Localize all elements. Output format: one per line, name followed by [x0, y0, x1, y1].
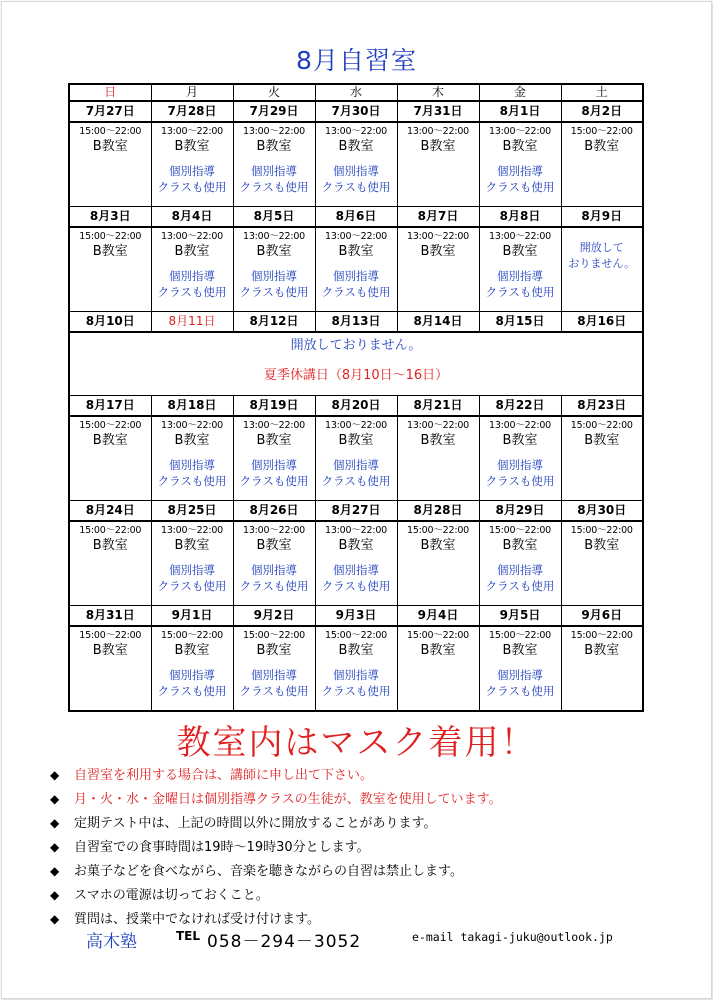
date-cell: 8月27日 [315, 501, 397, 522]
shared-use-note [234, 163, 315, 195]
room-name: B教室 [174, 538, 210, 553]
date-cell: 7月31日 [397, 101, 479, 122]
diamond-bullet-icon: ◆ [50, 888, 60, 902]
room-name: B教室 [502, 538, 538, 553]
date-cell: 8月19日 [233, 396, 315, 417]
note-line: 個別指導 [333, 563, 379, 577]
date-cell: 8月28日 [397, 501, 479, 522]
open-hours: 13:00～22:00 [488, 126, 552, 137]
date-cell: 9月5日 [479, 606, 561, 627]
weekday-header: 火 [233, 84, 315, 101]
room-name: B教室 [92, 244, 128, 259]
open-hours: 15:00～22:00 [570, 525, 633, 536]
open-hours: 15:00～22:00 [488, 525, 552, 536]
schedule-cell [479, 626, 561, 711]
date-cell: 8月25日 [151, 501, 233, 522]
room-name: B教室 [256, 643, 292, 658]
date-cell: 7月27日 [69, 101, 151, 122]
school-name: 高木塾 [86, 932, 137, 952]
shared-use-note [152, 268, 233, 300]
date-cell: 8月12日 [233, 312, 315, 333]
date-cell: 8月29日 [479, 501, 561, 522]
open-hours: 13:00～22:00 [160, 231, 224, 242]
shared-use-note [480, 163, 561, 195]
open-hours: 13:00～22:00 [324, 525, 388, 536]
schedule-cell [397, 122, 479, 207]
shared-use-note [234, 562, 315, 594]
date-row [69, 396, 643, 417]
open-hours: 13:00～22:00 [324, 231, 388, 242]
schedule-cell [233, 227, 315, 312]
note-line: 個別指導 [333, 164, 379, 178]
schedule-cell [561, 626, 643, 711]
date-cell: 8月1日 [479, 101, 561, 122]
schedule-cell [397, 227, 479, 312]
date-cell: 8月4日 [151, 207, 233, 228]
date-cell: 8月15日 [479, 312, 561, 333]
shared-use-note [234, 667, 315, 699]
open-hours: 15:00～22:00 [79, 126, 142, 137]
open-hours: 13:00～22:00 [160, 525, 224, 536]
shared-use-note [234, 268, 315, 300]
note-line: 個別指導 [497, 668, 543, 682]
note-line: クラスも使用 [239, 180, 309, 194]
tel-label: TEL [176, 929, 201, 943]
schedule-row [69, 122, 643, 207]
shared-use-note [316, 667, 397, 699]
open-hours: 13:00～22:00 [406, 126, 470, 137]
schedule-cell [233, 122, 315, 207]
note-line: 個別指導 [169, 458, 215, 472]
schedule-cell [479, 227, 561, 312]
rule-text: お菓子などを食べながら、音楽を聴きながらの自習は禁止します。 [74, 864, 463, 879]
room-name: B教室 [584, 433, 620, 448]
schedule-row [69, 521, 643, 606]
note-line: 個別指導 [497, 269, 543, 283]
open-hours: 15:00～22:00 [570, 630, 633, 641]
note-line: クラスも使用 [485, 180, 555, 194]
diamond-bullet-icon: ◆ [50, 768, 60, 782]
open-hours: 13:00～22:00 [406, 231, 470, 242]
open-hours: 13:00～22:00 [242, 231, 306, 242]
rule-item [50, 763, 670, 787]
schedule-cell [69, 521, 151, 606]
date-cell: 8月18日 [151, 396, 233, 417]
schedule-cell [315, 227, 397, 312]
date-cell: 8月9日 [561, 207, 643, 228]
open-hours: 15:00～22:00 [160, 630, 224, 641]
open-hours: 13:00～22:00 [242, 420, 306, 431]
rule-text: 自習室での食事時間は19時～19時30分とします。 [74, 840, 370, 855]
open-hours: 15:00～22:00 [324, 630, 388, 641]
date-cell: 8月22日 [479, 396, 561, 417]
note-line: 個別指導 [169, 563, 215, 577]
diamond-bullet-icon: ◆ [50, 912, 60, 926]
date-cell: 8月14日 [397, 312, 479, 333]
room-name: B教室 [92, 643, 128, 658]
closed-notice: 開放しておりません。 [290, 338, 422, 353]
room-name: B教室 [256, 538, 292, 553]
schedule-cell [233, 416, 315, 501]
note-line: 個別指導 [333, 458, 379, 472]
date-cell: 8月2日 [561, 101, 643, 122]
room-name: B教室 [338, 538, 374, 553]
schedule-cell [561, 122, 643, 207]
open-hours: 15:00～22:00 [79, 630, 142, 641]
room-name: B教室 [502, 139, 538, 154]
closed-note-line: 開放して [579, 241, 624, 254]
note-line: クラスも使用 [321, 180, 391, 194]
date-cell: 8月11日 [151, 312, 233, 333]
note-line: 個別指導 [497, 164, 543, 178]
schedule-cell [397, 626, 479, 711]
note-line: クラスも使用 [321, 285, 391, 299]
note-line: 個別指導 [251, 668, 297, 682]
schedule-cell [315, 521, 397, 606]
weekday-header: 水 [315, 84, 397, 101]
note-line: クラスも使用 [485, 579, 555, 593]
date-cell: 8月24日 [69, 501, 151, 522]
note-line: クラスも使用 [321, 684, 391, 698]
schedule-cell [151, 521, 233, 606]
schedule-cell [479, 122, 561, 207]
date-cell: 8月30日 [561, 501, 643, 522]
schedule-cell [479, 521, 561, 606]
closed-period: 夏季休講日（8月10日～16日） [263, 368, 449, 383]
room-name: B教室 [584, 139, 620, 154]
note-line: 個別指導 [251, 164, 297, 178]
schedule-cell [315, 416, 397, 501]
schedule-cell [151, 416, 233, 501]
note-line: クラスも使用 [157, 180, 227, 194]
weekday-header: 金 [479, 84, 561, 101]
rule-item [50, 835, 670, 859]
rule-item [50, 787, 670, 811]
note-line: 個別指導 [333, 668, 379, 682]
room-name: B教室 [338, 433, 374, 448]
open-hours: 15:00～22:00 [406, 525, 470, 536]
room-name: B教室 [584, 643, 620, 658]
shared-use-note [152, 457, 233, 489]
date-cell: 7月29日 [233, 101, 315, 122]
date-cell: 8月6日 [315, 207, 397, 228]
note-line: クラスも使用 [157, 285, 227, 299]
rule-item [50, 859, 670, 883]
date-row [69, 606, 643, 627]
shared-use-note [480, 268, 561, 300]
room-name: B教室 [92, 538, 128, 553]
note-line: 個別指導 [251, 563, 297, 577]
schedule-cell [69, 227, 151, 312]
schedule-cell [151, 626, 233, 711]
date-cell: 8月5日 [233, 207, 315, 228]
diamond-bullet-icon: ◆ [50, 864, 60, 878]
note-line: 個別指導 [497, 458, 543, 472]
date-cell: 8月13日 [315, 312, 397, 333]
date-cell: 8月21日 [397, 396, 479, 417]
date-cell: 8月17日 [69, 396, 151, 417]
schedule-cell [69, 416, 151, 501]
date-row [69, 101, 643, 122]
date-cell: 9月1日 [151, 606, 233, 627]
note-line: クラスも使用 [157, 474, 227, 488]
room-name: B教室 [174, 244, 210, 259]
room-name: B教室 [420, 538, 456, 553]
note-line: クラスも使用 [157, 579, 227, 593]
room-name: B教室 [174, 139, 210, 154]
schedule-cell [315, 122, 397, 207]
room-name: B教室 [256, 139, 292, 154]
note-line: クラスも使用 [239, 684, 309, 698]
open-hours: 13:00～22:00 [324, 420, 388, 431]
date-row [69, 207, 643, 228]
schedule-cell [479, 416, 561, 501]
room-name: B教室 [338, 643, 374, 658]
schedule-row [69, 227, 643, 312]
room-name: B教室 [502, 433, 538, 448]
closed-note-line: おりません。 [568, 257, 636, 270]
shared-use-note [480, 667, 561, 699]
diamond-bullet-icon: ◆ [50, 816, 60, 830]
schedule-cell [69, 626, 151, 711]
shared-use-note [480, 562, 561, 594]
shared-use-note [234, 457, 315, 489]
rule-text: 定期テスト中は、上記の時間以外に開放することがあります。 [74, 816, 437, 831]
date-cell: 9月2日 [233, 606, 315, 627]
schedule-cell [151, 227, 233, 312]
shared-use-note [316, 562, 397, 594]
room-name: B教室 [256, 433, 292, 448]
room-name: B教室 [420, 433, 456, 448]
schedule-row [69, 626, 643, 711]
shared-use-note [316, 163, 397, 195]
open-hours: 15:00～22:00 [570, 420, 633, 431]
date-cell: 8月23日 [561, 396, 643, 417]
schedule-cell [315, 626, 397, 711]
open-hours: 15:00～22:00 [79, 420, 142, 431]
room-name: B教室 [420, 139, 456, 154]
room-name: B教室 [92, 433, 128, 448]
room-name: B教室 [338, 139, 374, 154]
phone-number: 058－294－3052 [207, 932, 362, 952]
room-name: B教室 [584, 538, 620, 553]
open-hours: 13:00～22:00 [324, 126, 388, 137]
schedule-row [69, 416, 643, 501]
note-line: クラスも使用 [321, 474, 391, 488]
date-cell: 9月4日 [397, 606, 479, 627]
room-name: B教室 [502, 244, 538, 259]
rule-text: スマホの電源は切っておくこと。 [74, 888, 269, 903]
open-hours: 15:00～22:00 [406, 630, 470, 641]
weekday-header: 日 [69, 84, 151, 101]
shared-use-note [480, 457, 561, 489]
schedule-cell [151, 122, 233, 207]
open-hours: 15:00～22:00 [570, 126, 633, 137]
rule-item [50, 811, 670, 835]
shared-use-note [316, 457, 397, 489]
open-hours: 13:00～22:00 [488, 420, 552, 431]
date-cell: 7月28日 [151, 101, 233, 122]
schedule-cell [561, 416, 643, 501]
note-line: クラスも使用 [239, 579, 309, 593]
room-name: B教室 [174, 643, 210, 658]
room-name: B教室 [420, 643, 456, 658]
calendar-table [68, 83, 644, 712]
schedule-cell [233, 626, 315, 711]
date-cell: 8月10日 [69, 312, 151, 333]
room-name: B教室 [420, 244, 456, 259]
note-line: 個別指導 [333, 269, 379, 283]
room-name: B教室 [338, 244, 374, 259]
date-row [69, 501, 643, 522]
open-hours: 13:00～22:00 [242, 126, 306, 137]
shared-use-note [152, 562, 233, 594]
open-hours: 13:00～22:00 [160, 126, 224, 137]
footer [0, 927, 713, 951]
note-line: 個別指導 [251, 458, 297, 472]
schedule-cell [561, 227, 643, 312]
note-line: クラスも使用 [321, 579, 391, 593]
page-title: 8月自習室 [296, 46, 417, 75]
open-hours: 15:00～22:00 [242, 630, 306, 641]
note-line: 個別指導 [169, 164, 215, 178]
closed-note [562, 240, 643, 272]
rule-text: 質問は、授業中でなければ受け付けます。 [74, 912, 320, 927]
open-hours: 15:00～22:00 [488, 630, 552, 641]
weekday-header: 木 [397, 84, 479, 101]
note-line: 個別指導 [169, 269, 215, 283]
note-line: 個別指導 [169, 668, 215, 682]
note-line: クラスも使用 [157, 684, 227, 698]
schedule-cell [233, 521, 315, 606]
date-cell: 9月3日 [315, 606, 397, 627]
closed-row [69, 332, 643, 396]
closed-period-cell [69, 332, 643, 396]
date-cell: 8月20日 [315, 396, 397, 417]
open-hours: 13:00～22:00 [160, 420, 224, 431]
rule-item [50, 883, 670, 907]
room-name: B教室 [502, 643, 538, 658]
diamond-bullet-icon: ◆ [50, 792, 60, 806]
shared-use-note [316, 268, 397, 300]
shared-use-note [152, 163, 233, 195]
room-name: B教室 [256, 244, 292, 259]
weekday-header: 月 [151, 84, 233, 101]
weekday-header-row [69, 84, 643, 101]
note-line: クラスも使用 [485, 684, 555, 698]
rules-list [50, 763, 670, 931]
date-cell: 8月26日 [233, 501, 315, 522]
note-line: クラスも使用 [485, 474, 555, 488]
open-hours: 15:00～22:00 [79, 231, 142, 242]
note-line: クラスも使用 [485, 285, 555, 299]
date-cell: 8月31日 [69, 606, 151, 627]
note-line: 個別指導 [497, 563, 543, 577]
note-line: クラスも使用 [239, 474, 309, 488]
date-row [69, 312, 643, 333]
rule-text: 月・火・水・金曜日は個別指導クラスの生徒が、教室を使用しています。 [74, 792, 502, 807]
open-hours: 13:00～22:00 [242, 525, 306, 536]
date-cell: 7月30日 [315, 101, 397, 122]
open-hours: 13:00～22:00 [406, 420, 470, 431]
room-name: B教室 [174, 433, 210, 448]
note-line: 個別指導 [251, 269, 297, 283]
schedule-cell [69, 122, 151, 207]
date-cell: 9月6日 [561, 606, 643, 627]
date-cell: 8月8日 [479, 207, 561, 228]
email-address: e-mail takagi-juku@outlook.jp [412, 930, 613, 944]
date-cell: 8月3日 [69, 207, 151, 228]
weekday-header: 土 [561, 84, 643, 101]
diamond-bullet-icon: ◆ [50, 840, 60, 854]
schedule-cell [561, 521, 643, 606]
open-hours: 13:00～22:00 [488, 231, 552, 242]
room-name: B教室 [92, 139, 128, 154]
schedule-cell [397, 521, 479, 606]
date-cell: 8月7日 [397, 207, 479, 228]
rule-text: 自習室を利用する場合は、講師に申し出て下さい。 [74, 768, 374, 783]
note-line: クラスも使用 [239, 285, 309, 299]
schedule-cell [397, 416, 479, 501]
open-hours: 15:00～22:00 [79, 525, 142, 536]
mask-notice: 教室内はマスク着用！ [176, 723, 537, 763]
shared-use-note [152, 667, 233, 699]
date-cell: 8月16日 [561, 312, 643, 333]
